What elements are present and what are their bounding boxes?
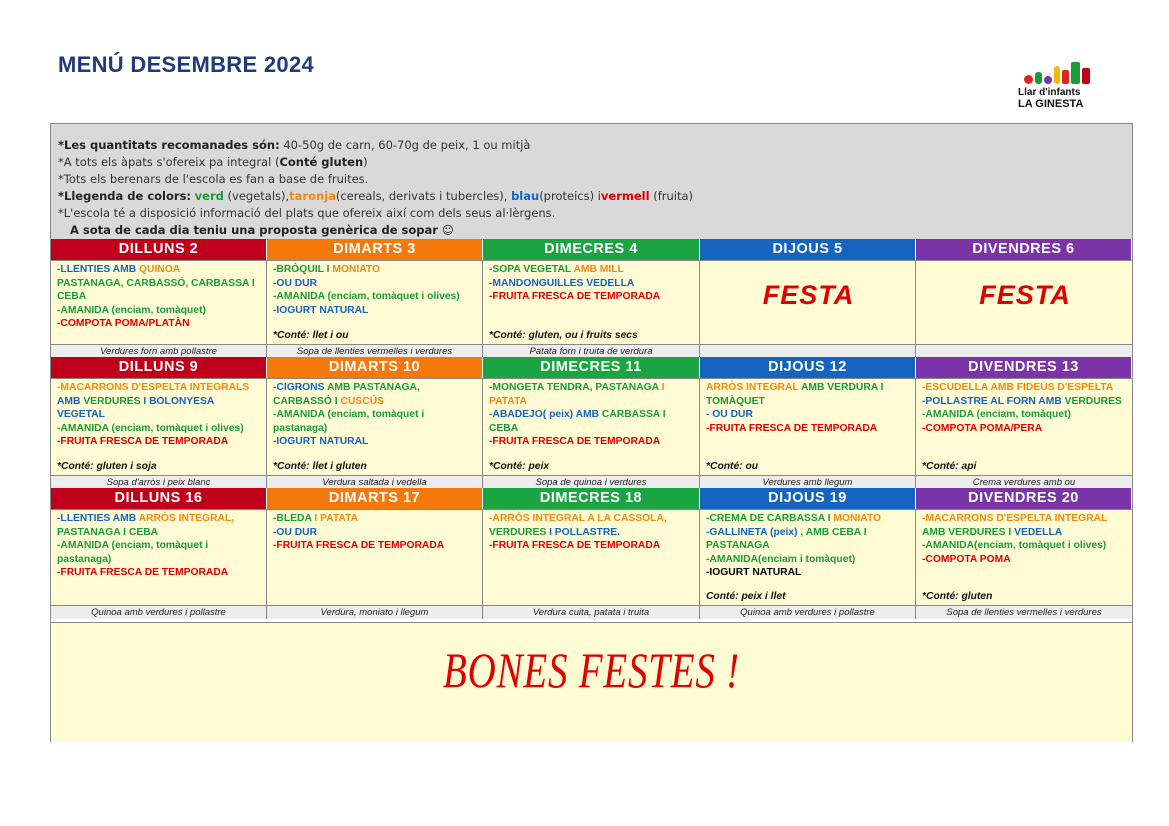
dinner-suggestion: Verdura, moniato i llegum bbox=[267, 605, 483, 619]
dinner-suggestion: Sopa de llenties vermelles i verdures bbox=[267, 344, 483, 358]
dish-line: -AMANIDA (enciam, tomàquet i olives) bbox=[57, 422, 244, 434]
allergen-note: *Conté: gluten, ou i fruits secs bbox=[489, 330, 638, 342]
day-header-dimecres: DIMECRES 4 bbox=[483, 239, 700, 260]
day-header-dilluns: DILLUNS 16 bbox=[51, 488, 267, 509]
dish-line: -FRUITA FRESCA DE TEMPORADA bbox=[57, 567, 229, 579]
day-header-dijous: DIJOUS 12 bbox=[700, 357, 916, 378]
dish-line: -COMPOTA POMA/PLATÀN bbox=[57, 318, 190, 330]
menu-cell-dijous bbox=[700, 509, 916, 605]
allergen-note: *Conté: gluten bbox=[922, 591, 993, 603]
menu-cell-dilluns bbox=[51, 378, 267, 475]
closing-banner bbox=[51, 622, 1132, 742]
dish-line: -FRUITA FRESCA DE TEMPORADA bbox=[489, 291, 661, 303]
dish-line: -GALLINETA (peix) , AMB CEBA I PASTANAGA bbox=[706, 526, 867, 552]
dish-line: -MANDONGUILLES VEDELLA bbox=[489, 277, 635, 289]
allergen-note: *Conté: api bbox=[922, 461, 977, 473]
dinner-suggestion: Verdura cuita, patata i truita bbox=[483, 605, 700, 619]
day-header-divendres: DIVENDRES 20 bbox=[916, 488, 1132, 509]
info-allergens: *L'escola té a disposició informació del plats que ofereix així com dels seus al·lèrgens. bbox=[58, 206, 556, 220]
dish-line: -IOGURT NATURAL bbox=[706, 567, 802, 579]
dish-line: - OU DUR bbox=[706, 409, 753, 421]
dinner-suggestion bbox=[700, 344, 916, 358]
logo-figures-icon bbox=[1024, 58, 1118, 84]
dinner-suggestion: Quinoa amb verdures i pollastre bbox=[700, 605, 916, 619]
holiday-label: FESTA bbox=[762, 280, 855, 310]
dish-line: ARRÒS INTEGRAL AMB VERDURA I TOMÀQUET bbox=[706, 382, 884, 407]
info-legend: *Llegenda de colors: verd (vegetals),taronja(cereals, derivats i tubercles), blau(proteics) ivermell (fruita) bbox=[58, 189, 694, 203]
logo-line2: LA GINESTA bbox=[1018, 98, 1084, 110]
dish-line: -CREMA DE CARBASSA I MONIATO bbox=[706, 513, 882, 524]
menu-cell-dimecres bbox=[483, 260, 700, 344]
dish-line: -FRUITA FRESCA DE TEMPORADA bbox=[489, 540, 661, 552]
dish-line: PASTANAGA, CARBASSÓ, CARBASSA I CEBA bbox=[57, 277, 255, 303]
day-header-dilluns: DILLUNS 2 bbox=[51, 239, 267, 260]
menu-frame bbox=[50, 123, 1133, 742]
menu-cell-divendres bbox=[916, 378, 1132, 475]
closing-message: BONES FESTES ! bbox=[443, 642, 740, 698]
dinner-suggestion: Verdura saltada i vedella bbox=[267, 475, 483, 489]
dinner-suggestion: Sopa d'arròs i peix blanc bbox=[51, 475, 267, 489]
dish-line: -IOGURT NATURAL bbox=[273, 304, 369, 316]
allergen-note: *Conté: llet i gluten bbox=[273, 461, 367, 473]
dish-line: -POLLASTRE AL FORN AMB VERDURES bbox=[922, 395, 1122, 407]
dish-line: -AMANIDA(enciam, tomàquet i olives) bbox=[922, 540, 1107, 552]
dish-line: -BLEDA I PATATA bbox=[273, 513, 359, 524]
dinner-suggestion: Verdures forn amb pollastre bbox=[51, 344, 267, 358]
dish-line: -MONGETA TENDRA, PASTANAGA I PATATA bbox=[489, 382, 665, 407]
dinner-suggestion bbox=[916, 344, 1132, 358]
day-header-dimarts: DIMARTS 17 bbox=[267, 488, 483, 509]
dinner-suggestion: Sopa de llenties vermelles i verdures bbox=[916, 605, 1132, 619]
menu-cell-dijous bbox=[700, 378, 916, 475]
menu-cell-dimarts bbox=[267, 378, 483, 475]
allergen-note: *Conté: peix bbox=[489, 461, 550, 473]
menu-cell-dilluns bbox=[51, 260, 267, 344]
dish-line: -ESCUDELLA AMB FIDEUS D'ESPELTA bbox=[922, 382, 1114, 393]
dish-line: -AMANIDA(enciam i tomàquet) bbox=[706, 553, 856, 565]
dish-line: -FRUITA FRESCA DE TEMPORADA bbox=[706, 422, 878, 434]
dish-line: -AMANIDA (enciam, tomàquet i olives) bbox=[273, 291, 460, 303]
dish-line: -BRÒQUIL I MONIATO bbox=[273, 264, 380, 275]
allergen-note: Conté: peix i llet bbox=[706, 591, 786, 603]
day-header-dimecres: DIMECRES 18 bbox=[483, 488, 700, 509]
dish-line: -OU DUR bbox=[273, 526, 318, 538]
info-box bbox=[51, 124, 1132, 239]
dish-line: -LLENTIES AMB ARRÒS INTEGRAL, PASTANAGA I CEBA bbox=[57, 513, 235, 538]
dinner-suggestion: Crema verdures amb ou bbox=[916, 475, 1132, 489]
day-header-dilluns: DILLUNS 9 bbox=[51, 357, 267, 378]
day-header-divendres: DIVENDRES 13 bbox=[916, 357, 1132, 378]
menu-cell-divendres bbox=[916, 260, 1132, 344]
dish-line: -FRUITA FRESCA DE TEMPORADA bbox=[273, 540, 445, 552]
holiday-label: FESTA bbox=[979, 280, 1071, 310]
day-header-dijous: DIJOUS 5 bbox=[700, 239, 916, 260]
day-header-dimarts: DIMARTS 10 bbox=[267, 357, 483, 378]
page-title: MENÚ DESEMBRE 2024 bbox=[58, 52, 315, 77]
allergen-note: *Conté: ou bbox=[706, 461, 759, 473]
day-header-divendres: DIVENDRES 6 bbox=[916, 239, 1132, 260]
menu-cell-dimecres bbox=[483, 509, 700, 605]
menu-cell-dimarts bbox=[267, 509, 483, 605]
dinner-suggestion: Sopa de quinoa i verdures bbox=[483, 475, 700, 489]
dish-line: -SOPA VEGETAL AMB MILL bbox=[489, 264, 624, 275]
dish-line: -FRUITA FRESCA DE TEMPORADA bbox=[57, 436, 229, 448]
dish-line: -OU DUR bbox=[273, 277, 318, 289]
menu-cell-dimecres bbox=[483, 378, 700, 475]
dinner-suggestion: Verdures amb llegum bbox=[700, 475, 916, 489]
dish-line: -MACARRONS D'ESPELTA INTEGRALS AMB VERDURES I BOLONYESA VEGETAL bbox=[57, 382, 250, 421]
dish-line: -FRUITA FRESCA DE TEMPORADA bbox=[489, 436, 661, 448]
allergen-note: *Conté: gluten i soja bbox=[57, 461, 157, 473]
dish-line: -ABADEJO( peix) AMB CARBASSA I CEBA bbox=[489, 409, 666, 434]
menu-cell-divendres bbox=[916, 509, 1132, 605]
day-header-dijous: DIJOUS 19 bbox=[700, 488, 916, 509]
allergen-note: *Conté: llet i ou bbox=[273, 330, 349, 342]
dish-line: -AMANIDA (enciam, tomàquet i pastanaga) bbox=[57, 540, 209, 565]
dish-line: -COMPOTA POMA bbox=[922, 553, 1011, 565]
info-dinner-note: A sota de cada dia teniu una proposta genèrica de sopar ☺ bbox=[70, 223, 454, 237]
logo-line1: Llar d'infants bbox=[1018, 87, 1081, 98]
dinner-suggestion: Quinoa amb verdures i pollastre bbox=[51, 605, 267, 619]
info-bread: *A tots els àpats s'ofereix pa integral (Conté gluten) bbox=[58, 155, 368, 169]
dinner-suggestion: Patata forn i truita de verdura bbox=[483, 344, 700, 358]
day-header-dimarts: DIMARTS 3 bbox=[267, 239, 483, 260]
dish-line: -CIGRONS AMB PASTANAGA, CARBASSÓ I CUSCÚS bbox=[273, 382, 420, 407]
info-snacks: *Tots els berenars de l'escola es fan a base de fruites. bbox=[58, 172, 369, 186]
menu-cell-dijous bbox=[700, 260, 916, 344]
dish-line: -LLENTIES AMB QUINOA bbox=[57, 264, 181, 275]
day-header-dimecres: DIMECRES 11 bbox=[483, 357, 700, 378]
dish-line: -MACARRONS D'ESPELTA INTEGRAL AMB VERDURES I VEDELLA bbox=[922, 513, 1108, 538]
dish-line: -ARRÒS INTEGRAL A LA CASSOLA, VERDURES I POLLASTRE. bbox=[489, 513, 667, 538]
dish-line: -IOGURT NATURAL bbox=[273, 436, 369, 448]
menu-cell-dilluns bbox=[51, 509, 267, 605]
info-quantities: *Les quantitats recomanades són: 40-50g de carn, 60-70g de peix, 1 ou mitjà bbox=[58, 138, 531, 152]
school-logo bbox=[1018, 58, 1118, 116]
dish-line: -AMANIDA (enciam, tomàquet) bbox=[57, 304, 206, 316]
dish-line: -COMPOTA POMA/PERA bbox=[922, 422, 1043, 434]
dish-line: -AMANIDA (enciam, tomàquet) bbox=[922, 409, 1071, 421]
menu-cell-dimarts bbox=[267, 260, 483, 344]
dish-line: -AMANIDA (enciam, tomàquet i pastanaga) bbox=[273, 409, 425, 434]
